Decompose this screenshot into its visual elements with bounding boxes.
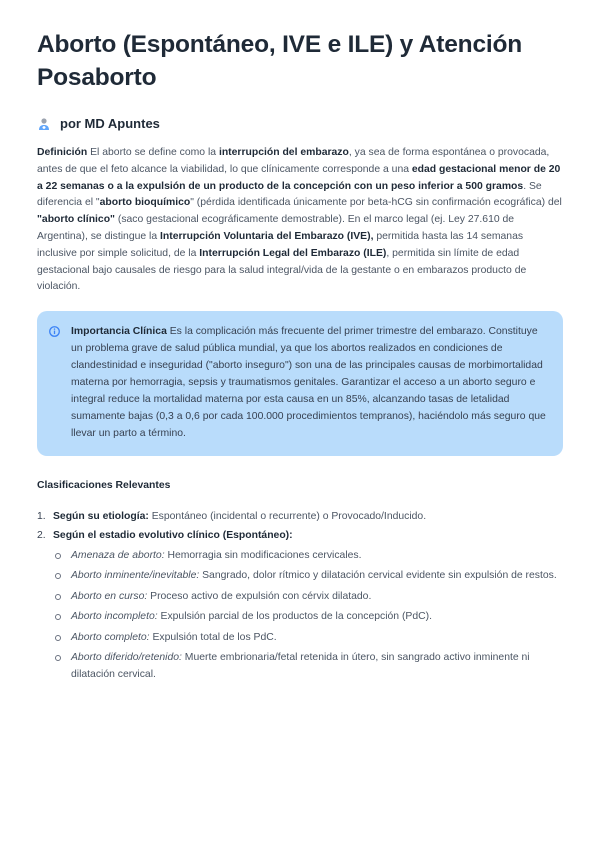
- list-number: 1.: [37, 510, 46, 522]
- definition-bold-run: "aborto clínico": [37, 214, 115, 226]
- clinical-importance-callout: [37, 311, 563, 455]
- definition-bold-run: Definición: [37, 147, 88, 158]
- list-text: Espontáneo (incidental o recurrente) o Provocado/Inducido.: [148, 510, 427, 522]
- stage-text: Hemorragia sin modificaciones cervicales.: [164, 549, 362, 561]
- definition-bold-run: Interrupción Legal del Embarazo (ILE): [199, 247, 387, 259]
- stage-text: Muerte embrionaria/fetal retenida in útero, sin sangrado activo inminente ni dilatación cervical.: [71, 652, 530, 680]
- list-item: [37, 509, 563, 526]
- definition-text-run: , ya sea de forma espontánea o provocada, antes de que el feto alcance la viabilidad, lo que clínicamente corresponde a una: [37, 147, 550, 175]
- definition-text-run: (saco gestacional ecográficamente demostrable). En el marco legal (ej. Ley 27.610 de Argentina), se distingue la: [37, 214, 515, 242]
- stage-text: Sangrado, dolor rítmico y dilatación cervical evidente sin expulsión de restos.: [199, 570, 557, 582]
- stage-sublist: [53, 548, 563, 684]
- definition-text-run: El aborto se define como la: [87, 147, 219, 158]
- stage-term: Aborto en curso:: [71, 590, 148, 602]
- section-heading: Clasificaciones Relevantes: [37, 479, 171, 491]
- sublist-item: [53, 650, 563, 683]
- list-item: [37, 528, 563, 683]
- stage-text: Expulsión total de los PdC.: [149, 631, 277, 643]
- stage-term: Aborto diferido/retenido:: [71, 652, 182, 664]
- stage-term: Aborto completo:: [71, 631, 150, 643]
- sublist-item: [53, 548, 563, 565]
- sublist-item: [53, 630, 563, 647]
- stage-term: Amenaza de aborto:: [71, 549, 165, 561]
- definition-text-run: , permitida sin límite de edad gestacional bajo causales de riesgo para la salud integral/vida de la gestante o en embarazos producto de violación.: [37, 247, 527, 293]
- doctor-icon: [37, 117, 51, 131]
- definition-bold-run: interrupción del embarazo: [218, 147, 349, 158]
- sublist-item: [53, 568, 563, 585]
- definition-bold-run: Interrupción Voluntaria del Embarazo (IVE),: [160, 230, 374, 242]
- definition-bold-run: edad gestacional menor de 20 a 22 semanas o a la expulsión de un producto de la concepción con un peso inferior a 500 gramos: [37, 163, 561, 192]
- definition-text-run: " (pérdida identificada únicamente por beta-hCG sin confirmación ecográfica) del: [190, 197, 562, 209]
- sublist-item: [53, 589, 563, 606]
- stage-text: Proceso activo de expulsión con cérvix dilatado.: [147, 590, 372, 602]
- definition-text-run: . Se diferencia el ": [37, 180, 542, 209]
- stage-text: Expulsión parcial de los productos de la concepción (PdC).: [157, 611, 432, 623]
- definition-paragraph: [37, 145, 563, 296]
- page-title: Aborto (Espontáneo, IVE e ILE) y Atención Posaborto: [37, 31, 523, 91]
- list-number: 2.: [37, 530, 46, 542]
- list-label: Según el estadio evolutivo clínico (Espontáneo):: [53, 530, 293, 542]
- list-label: Según su etiología:: [53, 510, 149, 522]
- info-icon: [49, 326, 60, 337]
- author-line: [37, 116, 563, 131]
- stage-term: Aborto incompleto:: [71, 611, 158, 623]
- sublist-item: [53, 609, 563, 626]
- author-name: por MD Apuntes: [60, 116, 160, 131]
- callout-text: Es la complicación más frecuente del primer trimestre del embarazo. Constituye un problema grave de salud pública mundial, ya que los abortos realizados en condiciones de clandestinidad e inseguridad ("aborto inseguro") son una de las principales causas de morbimortalidad materna por hemorragia, sepsis y traumatismos genitales. Garantizar el acceso a un aborto seguro e integral reduce la mortalidad materna por esta causa en un 85%, alcanzando tasas de letalidad sumamente bajas (0,3 a 0,6 por cada 100.000 procedimientos tempranos), haciéndolo más seguro que llevar un parto a término.: [71, 326, 546, 439]
- classification-list: [37, 509, 563, 684]
- definition-bold-run: aborto bioquímico: [99, 197, 191, 209]
- definition-text-run: permitida hasta las 14 semanas inclusive por simple solicitud, de la: [37, 230, 524, 259]
- callout-label: Importancia Clínica: [71, 326, 167, 338]
- stage-term: Aborto inminente/inevitable:: [71, 570, 200, 582]
